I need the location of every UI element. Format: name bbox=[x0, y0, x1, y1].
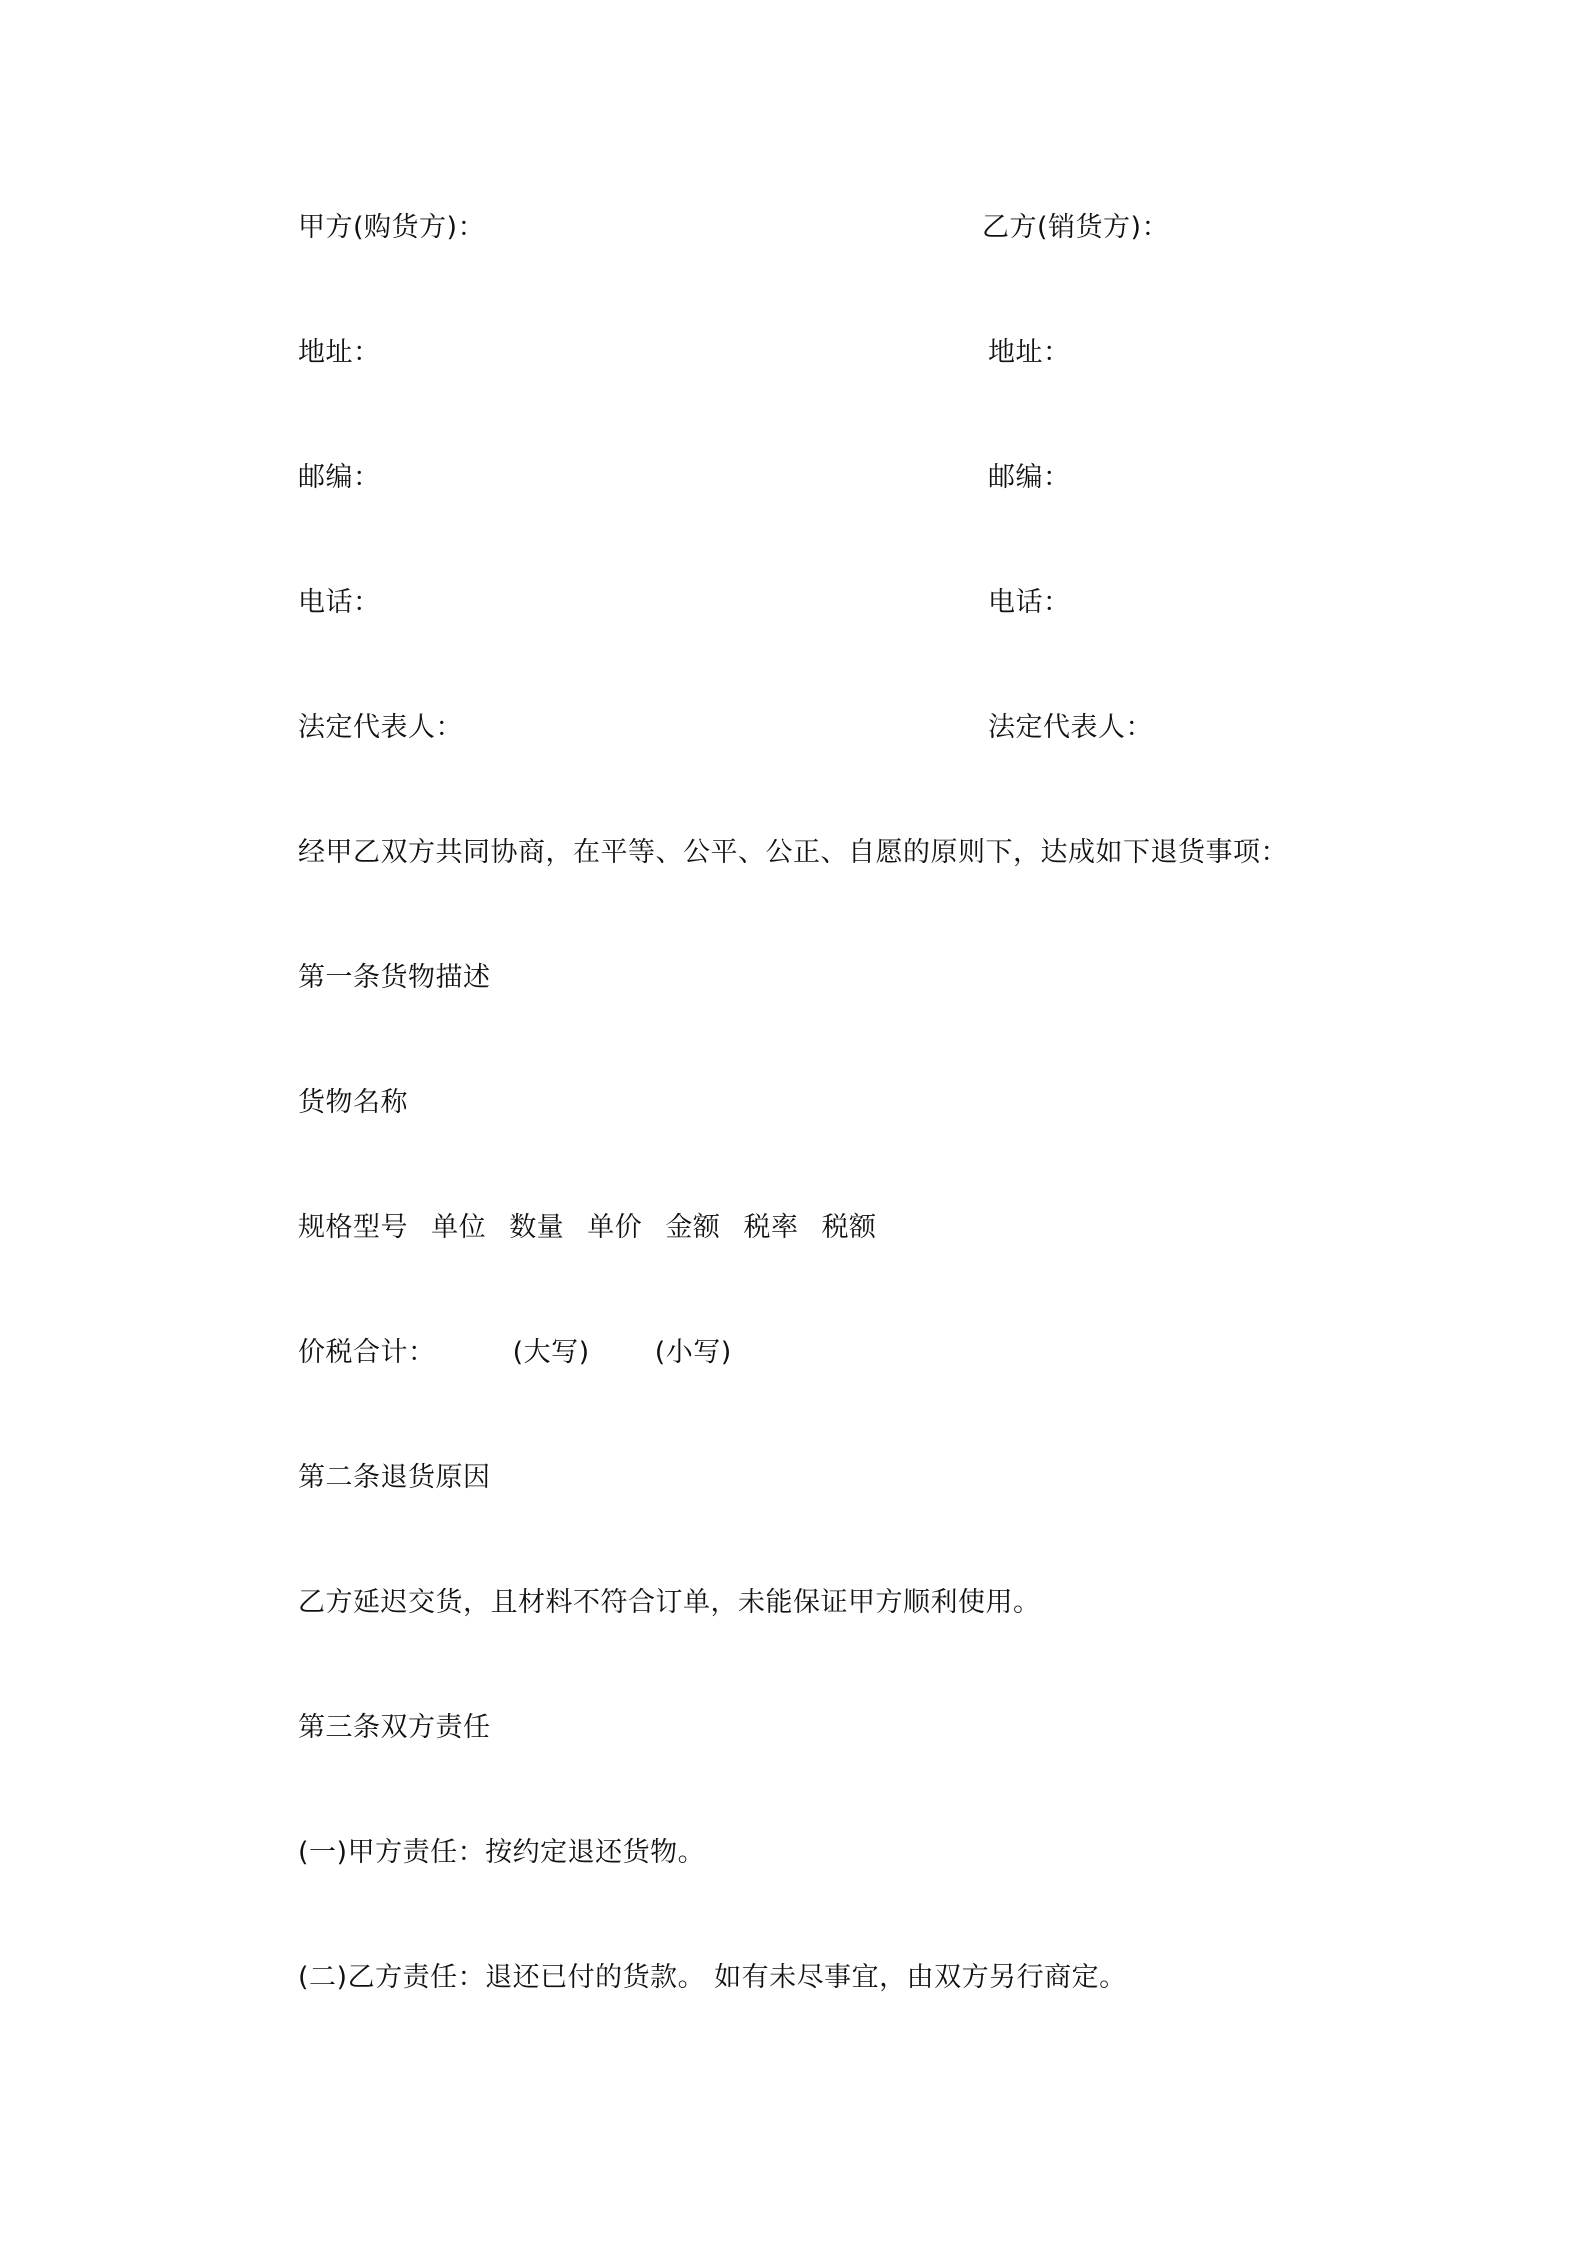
seller-phone-label: 电话： bbox=[988, 587, 1071, 618]
total-row bbox=[298, 1336, 732, 1370]
column-amount: 金额 bbox=[665, 1212, 721, 1243]
goods-name-label: 货物名称 bbox=[298, 1087, 408, 1118]
column-tax-amount: 税额 bbox=[821, 1212, 877, 1243]
party-row-phone bbox=[298, 586, 1071, 620]
party-row-name bbox=[298, 211, 1170, 245]
total-uppercase: (大写) bbox=[512, 1337, 590, 1368]
seller-postcode-label: 邮编： bbox=[988, 462, 1071, 493]
buyer-name-label: 甲方(购货方)： bbox=[298, 212, 486, 243]
total-lowercase: (小写) bbox=[654, 1337, 732, 1368]
column-quantity: 数量 bbox=[509, 1212, 565, 1243]
article-1-title: 第一条货物描述 bbox=[298, 962, 491, 993]
party-a-responsibility: (一)甲方责任：按约定退还货物。 bbox=[298, 1837, 706, 1868]
buyer-representative-label: 法定代表人： bbox=[298, 712, 463, 743]
buyer-postcode-label: 邮编： bbox=[298, 462, 381, 493]
article-3-title: 第三条双方责任 bbox=[298, 1712, 491, 1743]
seller-representative-label: 法定代表人： bbox=[988, 712, 1153, 743]
party-row-postcode bbox=[298, 461, 1071, 495]
article-2-title: 第二条退货原因 bbox=[298, 1462, 491, 1493]
buyer-phone-label: 电话： bbox=[298, 587, 381, 618]
return-reason: 乙方延迟交货，且材料不符合订单，未能保证甲方顺利使用。 bbox=[298, 1587, 1041, 1618]
column-unit: 单位 bbox=[431, 1212, 487, 1243]
seller-address-label: 地址： bbox=[988, 337, 1071, 368]
column-spec: 规格型号 bbox=[298, 1212, 408, 1243]
intro-paragraph: 经甲乙双方共同协商，在平等、公平、公正、自愿的原则下，达成如下退货事项： bbox=[298, 837, 1288, 868]
goods-columns-row bbox=[298, 1211, 891, 1245]
party-row-address bbox=[298, 336, 1071, 370]
total-label: 价税合计： bbox=[298, 1337, 436, 1368]
seller-name-label: 乙方(销货方)： bbox=[982, 212, 1170, 243]
party-row-representative bbox=[298, 711, 1153, 745]
column-tax-rate: 税率 bbox=[743, 1212, 799, 1243]
buyer-address-label: 地址： bbox=[298, 337, 381, 368]
column-unit-price: 单价 bbox=[587, 1212, 643, 1243]
party-b-responsibility: (二)乙方责任：退还已付的货款。 如有未尽事宜，由双方另行商定。 bbox=[298, 1962, 1127, 1993]
